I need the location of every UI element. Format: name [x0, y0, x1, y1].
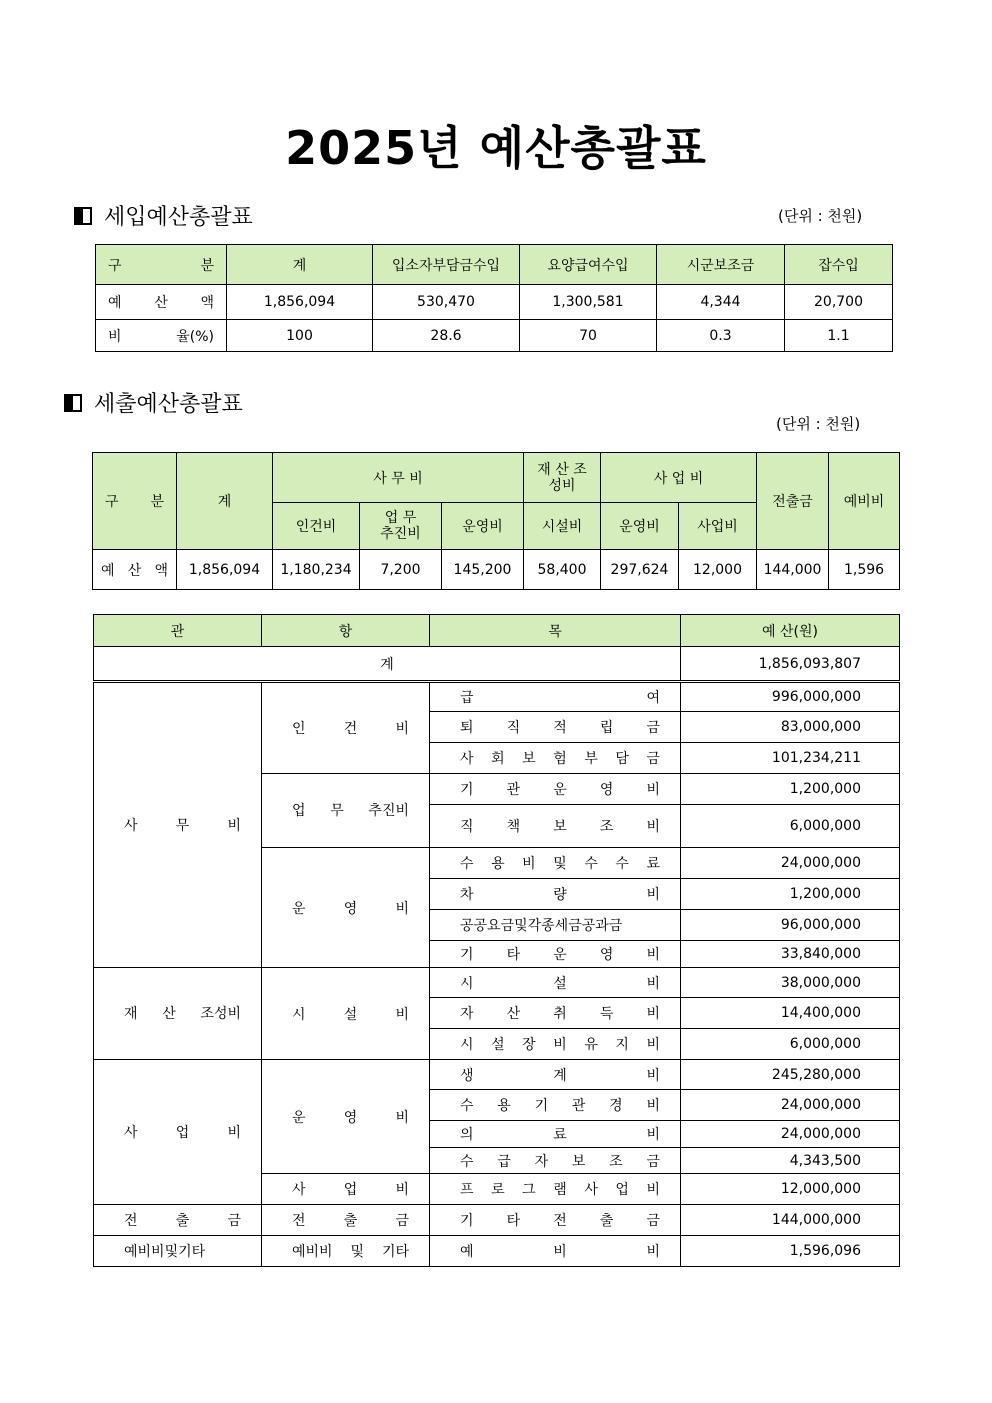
- income-cell: 1,300,581: [520, 285, 657, 320]
- mok-cell: 시 설 장 비 유 지 비: [430, 1029, 681, 1060]
- hang-siseol: 시 설 비: [262, 968, 430, 1060]
- detail-header-gwan: 관: [94, 615, 262, 647]
- income-cell: 100: [227, 320, 373, 352]
- expense-header-total: 계: [177, 453, 273, 550]
- expense-cell: 145,200: [442, 550, 524, 590]
- income-cell: 1,856,094: [227, 285, 373, 320]
- hang-saeop: 사 업 비: [262, 1174, 430, 1205]
- budget-cell: 38,000,000: [681, 968, 900, 998]
- income-ratio-row: [96, 320, 893, 352]
- mok-cell: 직 책 보 조 비: [430, 805, 681, 848]
- mok-cell: 프 로 그 램 사 업 비: [430, 1174, 681, 1205]
- expense-unit: (단위 : 천원): [776, 415, 861, 433]
- income-row-label: 비 율(%): [96, 320, 227, 352]
- hang-yebi: 예비비 및 기타: [262, 1236, 430, 1267]
- square-bullet-icon: [74, 207, 92, 225]
- mok-cell: 퇴 직 적 립 금: [430, 712, 681, 743]
- budget-cell: 1,200,000: [681, 879, 900, 910]
- expense-header-yebi: 예비비: [829, 453, 900, 550]
- expense-sub-header: 인건비: [273, 503, 360, 550]
- detail-total-row: [94, 647, 900, 682]
- budget-cell: 101,234,211: [681, 743, 900, 774]
- expense-cell: 144,000: [757, 550, 829, 590]
- mok-cell: 수 용 비 및 수 수 료: [430, 848, 681, 879]
- expense-header-saeop: 사 업 비: [601, 453, 757, 503]
- mok-cell: 사 회 보 험 부 담 금: [430, 743, 681, 774]
- hang-eopmu: 업 무 추진비: [262, 774, 430, 848]
- budget-cell: 24,000,000: [681, 1090, 900, 1121]
- detail-row: [94, 682, 900, 712]
- budget-cell: 6,000,000: [681, 1029, 900, 1060]
- expense-cell: 1,596: [829, 550, 900, 590]
- income-header-gubun: 구 분: [96, 245, 227, 285]
- expense-header-gubun: 구 분: [93, 453, 177, 550]
- expense-cell: 1,856,094: [177, 550, 273, 590]
- expense-header-jaesan: 재 산 조성비: [524, 453, 601, 503]
- mok-cell: 의 료 비: [430, 1121, 681, 1148]
- budget-cell: 996,000,000: [681, 682, 900, 712]
- budget-cell: 24,000,000: [681, 848, 900, 879]
- expense-sub-header: 사업비: [679, 503, 757, 550]
- detail-row: [94, 1060, 900, 1090]
- budget-cell: 83,000,000: [681, 712, 900, 743]
- income-cell: 1.1: [785, 320, 893, 352]
- expense-budget-row: [93, 550, 900, 590]
- detail-row: [94, 1205, 900, 1236]
- budget-cell: 1,200,000: [681, 774, 900, 805]
- detail-row: [94, 1236, 900, 1267]
- income-row-label: 예 산 액: [96, 285, 227, 320]
- income-budget-row: [96, 285, 893, 320]
- budget-cell: 245,280,000: [681, 1060, 900, 1090]
- mok-cell: 기 관 운 영 비: [430, 774, 681, 805]
- income-header-row: [96, 245, 893, 285]
- budget-cell: 24,000,000: [681, 1121, 900, 1148]
- expense-cell: 12,000: [679, 550, 757, 590]
- income-cell: 28.6: [373, 320, 520, 352]
- expense-cell: 297,624: [601, 550, 679, 590]
- budget-cell: 6,000,000: [681, 805, 900, 848]
- expense-section-title: 세출예산총괄표: [94, 392, 243, 417]
- mok-cell: 급 여: [430, 682, 681, 712]
- detail-header-mok: 목: [430, 615, 681, 647]
- gwan-jaesan: 재 산 조성비: [94, 968, 262, 1060]
- income-cell: 530,470: [373, 285, 520, 320]
- gwan-saeop: 사 업 비: [94, 1060, 262, 1205]
- income-section-heading: [74, 200, 253, 231]
- expense-row-label: 예 산 액: [93, 550, 177, 590]
- mok-cell: 기 타 전 출 금: [430, 1205, 681, 1236]
- expense-header-jeonchul: 전출금: [757, 453, 829, 550]
- budget-cell: 4,343,500: [681, 1148, 900, 1174]
- detail-total-value: 1,856,093,807: [681, 647, 900, 682]
- expense-sub-header: 운영비: [442, 503, 524, 550]
- mok-cell: 기 타 운 영 비: [430, 941, 681, 968]
- expense-sub-header: 운영비: [601, 503, 679, 550]
- expense-cell: 1,180,234: [273, 550, 360, 590]
- expense-header-samu: 사 무 비: [273, 453, 524, 503]
- income-table: [95, 244, 893, 352]
- gwan-yebi: 예비비및기타: [94, 1236, 262, 1267]
- income-cell: 20,700: [785, 285, 893, 320]
- square-bullet-icon: [64, 394, 82, 412]
- mok-cell: 수 용 기 관 경 비: [430, 1090, 681, 1121]
- income-header-care: 요양급여수입: [520, 245, 657, 285]
- mok-cell: 차 량 비: [430, 879, 681, 910]
- income-cell: 70: [520, 320, 657, 352]
- income-cell: 4,344: [657, 285, 785, 320]
- detail-table: [93, 614, 900, 1267]
- budget-cell: 144,000,000: [681, 1205, 900, 1236]
- mok-cell: 예 비 비: [430, 1236, 681, 1267]
- mok-cell: 공공요금및각종세금공과금: [430, 910, 681, 941]
- income-header-resident: 입소자부담금수입: [373, 245, 520, 285]
- expense-section-heading: [64, 387, 243, 418]
- budget-cell: 14,400,000: [681, 998, 900, 1029]
- budget-cell: 96,000,000: [681, 910, 900, 941]
- gwan-samu: 사 무 비: [94, 682, 262, 968]
- income-cell: 0.3: [657, 320, 785, 352]
- income-header-misc: 잡수입: [785, 245, 893, 285]
- expense-sub-header: 시설비: [524, 503, 601, 550]
- detail-header-hang: 항: [262, 615, 430, 647]
- income-header-subsidy: 시군보조금: [657, 245, 785, 285]
- mok-cell: 생 계 비: [430, 1060, 681, 1090]
- income-header-total: 계: [227, 245, 373, 285]
- budget-cell: 1,596,096: [681, 1236, 900, 1267]
- gwan-jeonchul: 전 출 금: [94, 1205, 262, 1236]
- expense-table: [92, 452, 900, 590]
- hang-unyeong-2: 운 영 비: [262, 1060, 430, 1174]
- expense-cell: 7,200: [360, 550, 442, 590]
- expense-cell: 58,400: [524, 550, 601, 590]
- detail-total-label: 계: [94, 647, 681, 682]
- mok-cell: 자 산 취 득 비: [430, 998, 681, 1029]
- detail-header-budget: 예 산(원): [681, 615, 900, 647]
- detail-header-row: [94, 615, 900, 647]
- mok-cell: 수 급 자 보 조 금: [430, 1148, 681, 1174]
- income-section-title: 세입예산총괄표: [104, 205, 253, 230]
- hang-jeonchul: 전 출 금: [262, 1205, 430, 1236]
- expense-header-row: [93, 453, 900, 503]
- income-unit: (단위 : 천원): [778, 207, 863, 225]
- expense-sub-header: 업 무 추진비: [360, 503, 442, 550]
- hang-unyeong: 운 영 비: [262, 848, 430, 968]
- mok-cell: 시 설 비: [430, 968, 681, 998]
- page-title: 2025년 예산총괄표: [285, 121, 707, 175]
- detail-row: [94, 968, 900, 998]
- hang-ingeon: 인 건 비: [262, 682, 430, 774]
- budget-cell: 33,840,000: [681, 941, 900, 968]
- budget-cell: 12,000,000: [681, 1174, 900, 1205]
